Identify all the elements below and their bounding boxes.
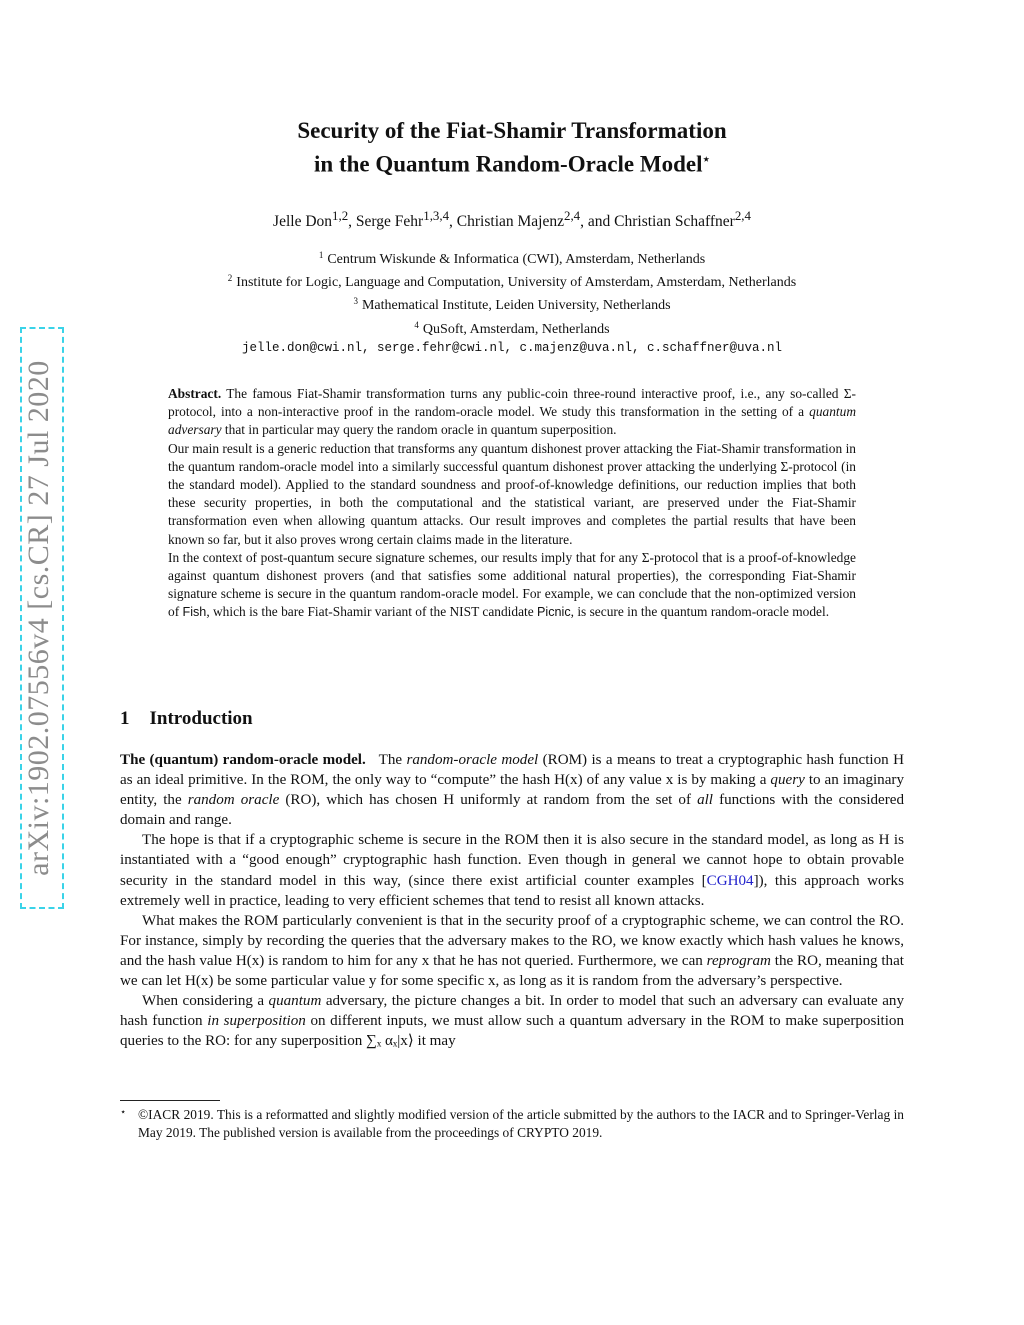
footnote <box>120 1104 904 1142</box>
title-line-1: Security of the Fiat-Shamir Transformation <box>297 118 727 143</box>
abstract-text: The famous Fiat-Shamir transformation turns any public-coin three-round interactive proof, i.e., any so-called Σ-protocol, into a non-interactive proof in the random-oracle model. We study this transformation in the setting of a <box>168 386 856 420</box>
author-affiliation-mark: 2,4 <box>734 208 751 223</box>
body-text <box>120 750 904 1051</box>
body-emphasis: reprogram <box>706 952 771 969</box>
body-text-run: What makes the ROM particularly convenient is that in the security proof of a cryptographic scheme, we can control the RO. For instance, simply by recording the queries that the adversary makes to the RO, we know exactly which hash values he knows, and the hash value H(x) is random to him for any x that he has not queried. Furthermore, we can <box>120 912 904 969</box>
author-separator: , <box>348 213 356 231</box>
abstract <box>168 385 856 622</box>
footnote-divider <box>120 1100 220 1101</box>
footnote-text: ©IACR 2019. This is a reformatted and slightly modified version of the article submitted by the authors to the IACR and to Springer-Verlag in May 2019. The published version is available from the proceedings of CRYPTO 2019. <box>138 1107 904 1141</box>
affiliation-number: 1 <box>318 250 324 260</box>
body-paragraph <box>120 991 904 1051</box>
abstract-text: that in particular may query the random oracle in quantum superposition. <box>224 422 617 438</box>
section-number: 1 <box>120 708 130 729</box>
abstract-text: In the context of post-quantum secure signature schemes, our results imply that for any Σ-protocol that is a proof-of-knowledge against quantum dishonest provers (and that satisfies some additional natural properties), the corresponding Fiat-Shamir signature scheme is secure in the quantum random-oracle model. For example, we can conclude that the non-optimized version of <box>168 549 856 620</box>
arxiv-stamp[interactable]: arXiv:1902.07556v4 [cs.CR] 27 Jul 2020 <box>22 360 55 876</box>
affiliation-line <box>0 246 1024 269</box>
author-emails[interactable]: jelle.don@cwi.nl, serge.fehr@cwi.nl, c.majenz@uva.nl, c.schaffner@uva.nl <box>241 340 783 355</box>
affiliation-line <box>0 316 1024 339</box>
body-text-run: functions with the considered domain and range. <box>120 792 905 829</box>
paper-title <box>0 116 1024 179</box>
abstract-label: Abstract. <box>168 386 222 401</box>
abstract-paragraph <box>168 549 856 622</box>
body-paragraph <box>120 911 904 991</box>
body-text-run: ]), this approach works extremely well in practice, leading to very efficient schemes that tend to resist all known attacks. <box>120 872 904 909</box>
author-name: Christian Majenz <box>456 213 564 231</box>
author-name: Jelle Don <box>273 213 333 231</box>
author-affiliation-mark: 1,2 <box>332 208 349 223</box>
section-title: Introduction <box>149 708 253 729</box>
abstract-text: , which is the bare Fiat-Shamir variant of the NIST candidate <box>206 604 534 620</box>
body-paragraph <box>120 750 904 830</box>
abstract-paragraph: Our main result is a generic reduction that transforms any quantum dishonest prover attacking the Fiat-Shamir transformation in the quantum random-oracle model into a similarly successful quantum dishonest prover attacking the underlying Σ-protocol (in the standard model). Applied to the standard soundness and proof-of-knowledge definitions, our reduction implies that both these security properties, in both the computational and the statistical variant, are preserved under the Fiat-Shamir transformation even when allowing quantum attacks. Our result improves and completes the partial results that have been known so far, but it also proves wrong certain claims made in the literature. <box>168 440 856 547</box>
body-text-run: (ROM) is a means to treat a cryptographic hash function H as an ideal primitive. In the ROM, the only way to “compute” the hash H(x) of any value x is by making a <box>120 752 904 789</box>
body-text-run: The hope is that if a cryptographic scheme is secure in the ROM then it is also secure in the standard model, as long as H is instantiated with a “good enough” cryptographic hash function. Even though in general we cannot hope to obtain provable security in the standard model in this way, (since there exist artificial counter examples [ <box>120 832 904 889</box>
body-emphasis: all <box>697 792 713 809</box>
affiliation-line <box>0 269 1024 292</box>
body-paragraph <box>120 830 904 910</box>
affiliation-number: 4 <box>414 319 419 330</box>
abstract-text: , is secure in the quantum random-oracle model. <box>570 604 830 620</box>
affiliation-text: QuSoft, Amsterdam, Netherlands <box>422 321 610 337</box>
title-star-mark[interactable]: ⋆ <box>702 152 710 166</box>
affiliation-text: Institute for Logic, Language and Computation, University of Amsterdam, Amsterdam, Netherlands <box>236 275 797 291</box>
affiliation-number: 3 <box>353 296 358 307</box>
affiliation-number: 2 <box>227 273 233 284</box>
body-text-run: The <box>378 752 403 768</box>
author-list <box>0 208 1024 231</box>
scheme-name-picnic: Picnic <box>537 605 571 620</box>
author-name: Serge Fehr <box>355 213 424 231</box>
title-line-2: in the Quantum Random-Oracle Model <box>314 151 703 177</box>
body-text-run: (RO), which has chosen H uniformly at random from the set of <box>285 792 691 809</box>
paragraph-heading: The (quantum) random-oracle model. <box>120 752 366 768</box>
footnote-mark: ⋆ <box>120 1107 127 1118</box>
affiliations <box>0 246 1024 357</box>
author-separator: , and <box>580 213 615 231</box>
body-emphasis: in superposition <box>207 1013 306 1030</box>
author-separator: , <box>449 213 457 231</box>
body-text-run: the RO, meaning that we can let H(x) be some particular value y for some specific x, as long as it is random from the adversary’s perspective. <box>120 952 904 990</box>
section-heading <box>120 708 253 730</box>
affiliation-text: Mathematical Institute, Leiden University, Netherlands <box>361 298 671 314</box>
body-text-run: to an imaginary entity, the <box>120 772 905 809</box>
body-text-run: When considering a <box>142 993 265 1010</box>
author-affiliation-mark: 2,4 <box>563 208 581 223</box>
author-affiliation-mark: 1,3,4 <box>423 208 450 223</box>
author-name: Christian Schaffner <box>614 213 735 231</box>
body-emphasis: random oracle <box>187 792 280 809</box>
body-emphasis: random-oracle model <box>406 752 539 768</box>
body-emphasis: quantum <box>268 993 322 1010</box>
body-text-run: adversary, the picture changes a bit. In order to model that such an adversary can evaluate any hash function <box>120 993 904 1030</box>
abstract-emphasis: quantum adversary <box>168 404 856 438</box>
abstract-paragraph <box>168 385 856 440</box>
affiliation-line <box>0 292 1024 315</box>
affiliation-text: Centrum Wiskunde & Informatica (CWI), Amsterdam, Netherlands <box>327 252 706 267</box>
body-text-run: on different inputs, we must allow such a quantum adversary in the ROM to make superposition queries to the RO: for any superposition ∑ₓ αₓ|x⟩ it may <box>120 1013 905 1050</box>
citation-link[interactable]: CGH04 <box>706 872 754 889</box>
scheme-name-fish: Fish <box>182 605 207 620</box>
body-emphasis: query <box>770 772 805 789</box>
